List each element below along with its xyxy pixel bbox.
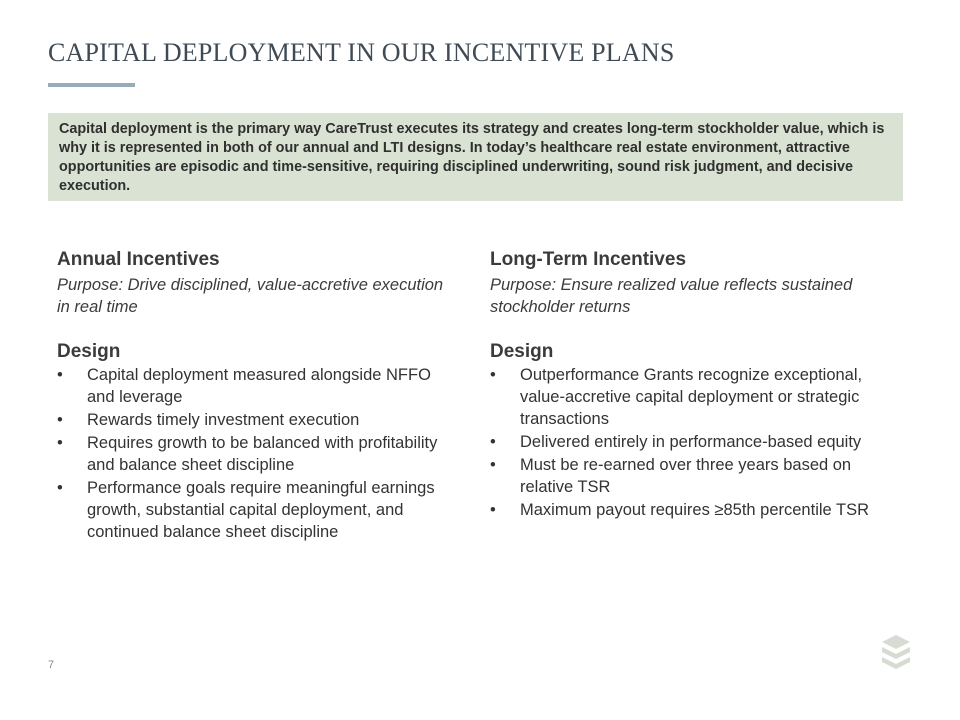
logo-icon xyxy=(880,634,912,674)
list-item xyxy=(490,454,890,498)
page-number: 7 xyxy=(48,659,55,671)
bullet-glyph: • xyxy=(490,501,496,519)
list-item xyxy=(57,409,457,431)
annual-design-heading: Design xyxy=(57,341,121,362)
bullet-text: Must be re-earned over three years based on relative TSR xyxy=(520,456,852,496)
annual-design-list xyxy=(57,364,457,543)
long-term-design-list xyxy=(490,364,890,521)
bullet-text: Delivered entirely in performance-based equity xyxy=(520,433,862,451)
bullet-glyph: • xyxy=(490,433,496,451)
slide-title: CAPITAL DEPLOYMENT IN OUR INCENTIVE PLANS xyxy=(48,38,675,67)
long-term-design-heading: Design xyxy=(490,341,554,362)
bullet-glyph: • xyxy=(57,366,63,384)
bullet-glyph: • xyxy=(57,434,63,452)
list-item xyxy=(490,431,890,453)
bullet-text: Capital deployment measured alongside NFFO and leverage xyxy=(87,366,431,406)
long-term-incentives-column xyxy=(490,248,890,522)
list-item xyxy=(57,477,457,543)
list-item xyxy=(490,364,890,430)
title-underline xyxy=(48,83,135,87)
annual-incentives-heading: Annual Incentives xyxy=(57,249,220,270)
bullet-text: Requires growth to be balanced with profitability and balance sheet discipline xyxy=(87,434,438,474)
bullet-text: Performance goals require meaningful earnings growth, substantial capital deployment, and continued balance sheet discipline xyxy=(87,479,435,541)
bullet-text: Rewards timely investment execution xyxy=(87,411,360,429)
bullet-text: Outperformance Grants recognize exceptional, value-accretive capital deployment or strategic transactions xyxy=(520,366,863,428)
bullet-glyph: • xyxy=(57,411,63,429)
annual-incentives-column xyxy=(57,248,457,544)
bullet-glyph: • xyxy=(57,479,63,497)
long-term-purpose: Purpose: Ensure realized value reflects sustained stockholder returns xyxy=(490,276,853,316)
annual-purpose: Purpose: Drive disciplined, value-accretive execution in real time xyxy=(57,276,444,316)
long-term-incentives-heading: Long-Term Incentives xyxy=(490,249,687,270)
summary-callout: Capital deployment is the primary way CareTrust executes its strategy and creates long-term stockholder value, which is why it is represented in both of our annual and LTI designs. In today’s healthcare real estate environment, attractive opportunities are episodic and time-sensitive, requiring disciplined underwriting, sound risk judgment, and decisive execution. xyxy=(48,113,903,201)
bullet-glyph: • xyxy=(490,456,496,474)
bullet-glyph: • xyxy=(490,366,496,384)
list-item xyxy=(57,364,457,408)
bullet-text: Maximum payout requires ≥85th percentile TSR xyxy=(520,501,869,519)
list-item xyxy=(57,432,457,476)
list-item xyxy=(490,499,890,521)
